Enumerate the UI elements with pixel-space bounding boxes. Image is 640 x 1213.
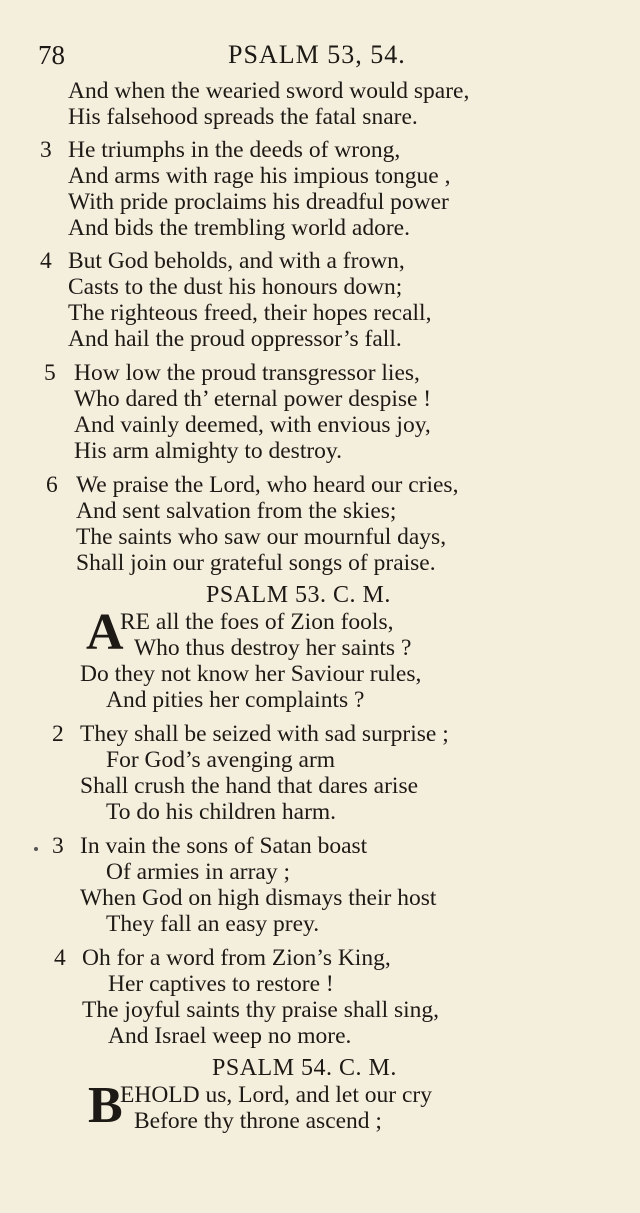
verse-line: The saints who saw our mournful days, [76,524,447,550]
verse-line: RE all the foes of Zion fools, [120,609,394,635]
running-title: PSALM 53, 54. [228,40,406,69]
verse-line: In vain the sons of Satan boast [80,833,368,859]
verse-line: To do his children harm. [106,799,337,825]
stanza-number: 4 [54,945,66,971]
verse-line: Of armies in array ; [106,859,291,885]
verse-line: EHOLD us, Lord, and let our cry [120,1082,432,1108]
verse-line: His falsehood spreads the fatal snare. [68,104,418,130]
stanza-number: 6 [46,472,58,498]
verse-line: And when the wearied sword would spare, [68,78,470,104]
verse-line: His arm almighty to destroy. [74,438,343,464]
verse-line: He triumphs in the deeds of wrong, [68,137,401,163]
verse-line: Who thus destroy her saints ? [134,635,412,661]
verse-line: They fall an easy prey. [106,911,320,937]
verse-line: And hail the proud oppressor’s fall. [68,326,402,352]
stanza-number: 3 [52,833,64,859]
verse-line: And Israel weep no more. [108,1023,352,1049]
verse-line: They shall be seized with sad surprise ; [80,721,449,747]
verse-line: And pities her complaints ? [106,687,365,713]
verse-line: Before thy throne ascend ; [134,1108,382,1134]
verse-line: Shall join our grateful songs of praise. [76,550,436,576]
verse-line: Shall crush the hand that dares arise [80,773,419,799]
verse-line: When God on high dismays their host [80,885,437,911]
verse-line: The joyful saints thy praise shall sing, [82,997,440,1023]
verse-line: How low the proud transgressor lies, [74,360,420,386]
verse-line: Do they not know her Saviour rules, [80,661,422,687]
psalm-title: PSALM 54. C. M. [212,1055,397,1081]
page-number: 78 [38,40,65,70]
page-header [38,40,598,74]
stanza-number: 2 [52,721,64,747]
verse-line: And bids the trembling world adore. [68,215,410,241]
stanza-number: 3 [40,137,52,163]
verse-line: Who dared th’ eternal power despise ! [74,386,432,412]
verse-line: The righteous freed, their hopes recall, [68,300,432,326]
verse-line: Oh for a word from Zion’s King, [82,945,391,971]
verse-line: With pride proclaims his dreadful power [68,189,449,215]
verse-line: Casts to the dust his honours down; [68,274,403,300]
verse-line: And sent salvation from the skies; [76,498,397,524]
stanza-number: 4 [40,248,52,274]
verse-line: And arms with rage his impious tongue , [68,163,451,189]
verse-line: And vainly deemed, with envious joy, [74,412,431,438]
verse-line: For God’s avenging arm [106,747,336,773]
verse-line: Her captives to restore ! [108,971,334,997]
verse-line: But God beholds, and with a frown, [68,248,405,274]
stanza-number: 5 [44,360,56,386]
psalm-title: PSALM 53. C. M. [206,582,391,608]
drop-cap: B [88,1077,123,1134]
ink-speck [34,847,38,851]
drop-cap: A [86,604,124,661]
verse-line: We praise the Lord, who heard our cries, [76,472,459,498]
